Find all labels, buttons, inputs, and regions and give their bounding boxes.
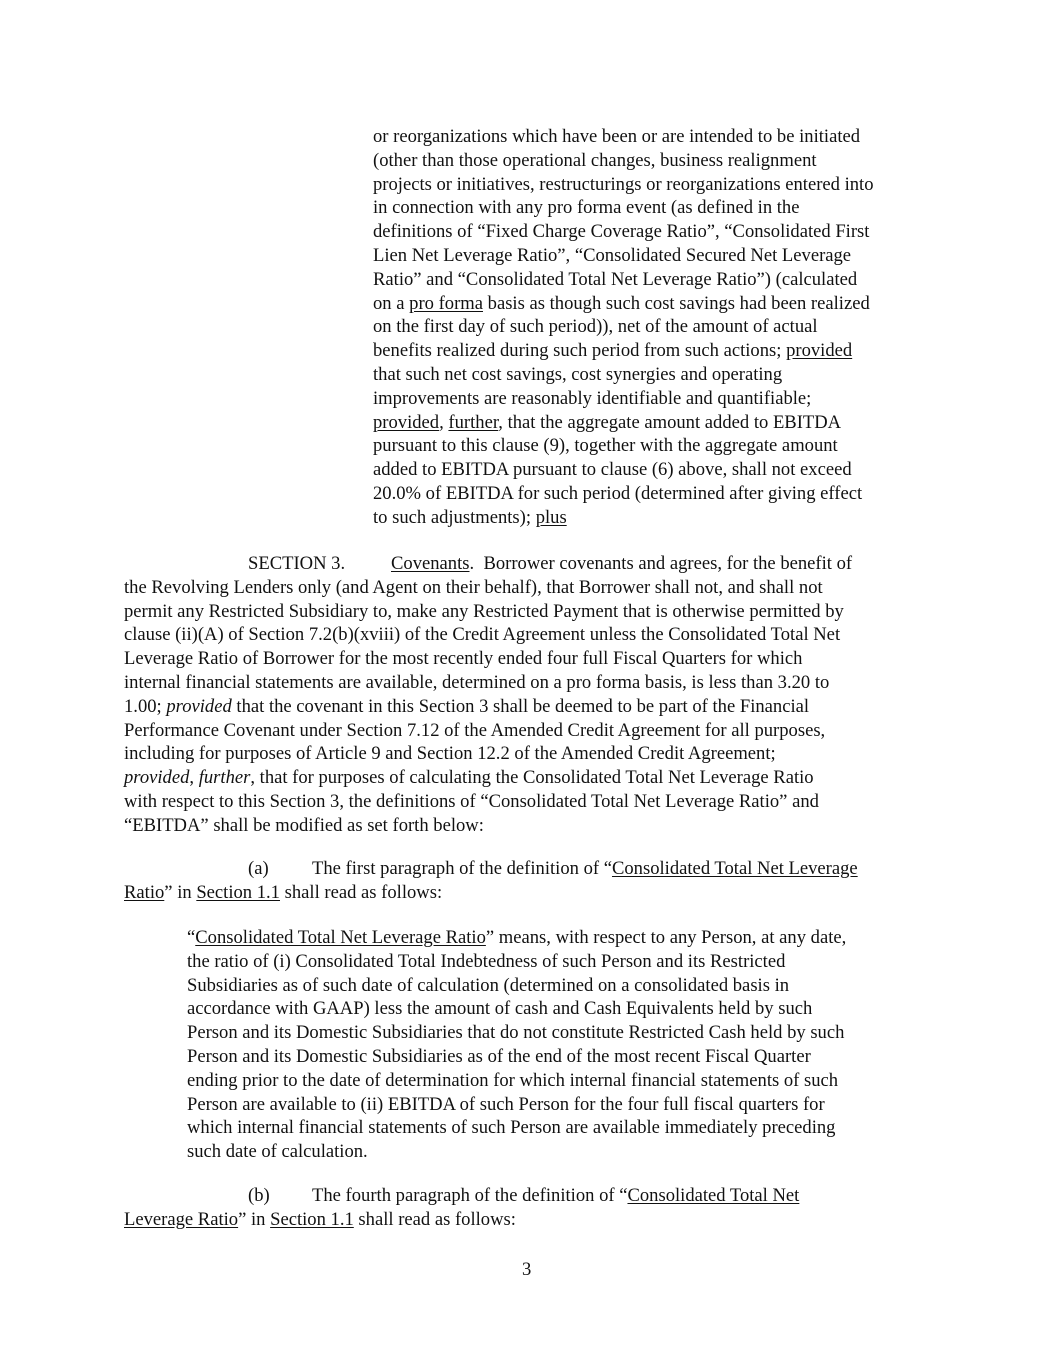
italic-term: ,	[439, 411, 444, 433]
clause-line: or reorganizations which have been or are intended to be initiated	[373, 126, 861, 147]
section-3-line: clause (ii)(A) of Section 7.2(b)(xviii) of the Credit Agreement unless the Consolidated Total Net	[124, 624, 841, 646]
italic-term: provided	[166, 695, 232, 717]
clause-line: added to EBITDA pursuant to clause (6) above, shall not exceed	[373, 459, 852, 481]
section-3-line: 1.00; provided that the covenant in this Section 3 shall be deemed to be part of the Financial	[124, 695, 810, 717]
section-3-line: with respect to this Section 3, the definitions of “Consolidated Total Net Leverage Ratio” and	[124, 791, 819, 812]
underlined-term: plus	[535, 506, 567, 528]
item-a-line: Ratio” in Section 1.1 shall read as follows:	[124, 881, 443, 903]
definition-line: “Consolidated Total Net Leverage Ratio” means, with respect to any Person, at any date,	[187, 927, 847, 948]
underlined-term: Consolidated Total Net Leverage	[611, 858, 858, 879]
clause-line: 20.0% of EBITDA for such period (determined after giving effect	[373, 483, 863, 504]
item-a-line: The first paragraph of the definition of “Consolidated Total Net Leverage	[312, 858, 858, 879]
underlined-term: provided	[373, 411, 440, 433]
section-3-number: SECTION 3.	[248, 553, 346, 574]
definition-line: ending prior to the date of determination for which internal financial statements of such	[187, 1069, 839, 1091]
section-3-line: Leverage Ratio of Borrower for the most recently ended four full Fiscal Quarters for which	[124, 648, 803, 670]
definition-line: Person are available to (ii) EBITDA of such Person for the four full fiscal quarters for	[187, 1093, 825, 1115]
clause-line: Ratio” and “Consolidated Total Net Leverage Ratio”) (calculated	[373, 268, 858, 290]
underlined-term: Consolidated Total Net	[627, 1185, 800, 1206]
item-b-line: Leverage Ratio” in Section 1.1 shall read as follows:	[124, 1208, 516, 1230]
item-a-label: (a)	[248, 858, 269, 879]
section-3-line: permit any Restricted Subsidiary to, make any Restricted Payment that is otherwise permitted by	[124, 600, 844, 622]
section-3-line: internal financial statements are available, determined on a pro forma basis, is less than 3.20 to	[124, 672, 830, 693]
section-3-line: provided, further, that for purposes of calculating the Consolidated Total Net Leverage Ratio	[124, 767, 814, 789]
definition-line: the ratio of (i) Consolidated Total Indebtedness of such Person and its Restricted	[187, 950, 786, 972]
definition-line: such date of calculation.	[187, 1141, 368, 1163]
underlined-term: further	[448, 411, 499, 433]
section-3-line: Performance Covenant under Section 7.12 of the Amended Credit Agreement for all purposes,	[124, 719, 826, 741]
definition-line: accordance with GAAP) less the amount of cash and Cash Equivalents held by such	[187, 998, 813, 1020]
clause-line: definitions of “Fixed Charge Coverage Ratio”, “Consolidated First	[373, 221, 870, 243]
definition-line: Person and its Domestic Subsidiaries that do not constitute Restricted Cash held by such	[187, 1022, 845, 1044]
definition-line: Subsidiaries as of such date of calculation (determined on a consolidated basis in	[187, 974, 790, 996]
definition-line: Person and its Domestic Subsidiaries as of the end of the most recent Fiscal Quarter	[187, 1046, 811, 1067]
clause-line: to such adjustments); plus	[373, 506, 567, 528]
underlined-term: Leverage Ratio	[124, 1208, 239, 1230]
clause-line: improvements are reasonably identifiable and quantifiable;	[373, 387, 812, 409]
underlined-term: Section 1.1	[196, 881, 280, 903]
definition-line: which internal financial statements of such Person are available immediately preceding	[187, 1117, 836, 1139]
item-b-label: (b)	[248, 1185, 270, 1206]
clause-line: Lien Net Leverage Ratio”, “Consolidated Secured Net Leverage	[373, 245, 852, 266]
underlined-term: Section 1.1	[270, 1208, 354, 1230]
clause-line: on the first day of such period)), net of the amount of actual	[373, 316, 818, 338]
item-b-line: The fourth paragraph of the definition of “Consolidated Total Net	[312, 1185, 800, 1206]
section-3-line: “EBITDA” shall be modified as set forth below:	[124, 814, 484, 836]
clause-line: (other than those operational changes, business realignment	[373, 149, 817, 171]
section-3-line: including for purposes of Article 9 and Section 12.2 of the Amended Credit Agreement;	[124, 743, 776, 765]
page-number: 3	[522, 1259, 532, 1280]
clause-line: projects or initiatives, restructurings or reorganizations entered into	[373, 173, 874, 195]
underlined-term: Ratio	[124, 881, 165, 903]
clause-line: pursuant to this clause (9), together with the aggregate amount	[373, 435, 838, 457]
clause-line: on a pro forma basis as though such cost savings had been realized	[373, 292, 870, 314]
section-3-heading-line: Covenants. Borrower covenants and agrees, for the benefit of	[391, 553, 853, 574]
clause-line: that such net cost savings, cost synergies and operating	[373, 364, 783, 385]
section-heading: Covenants	[391, 553, 470, 574]
underlined-term: Consolidated Total Net Leverage Ratio	[195, 927, 486, 948]
italic-term: provided	[124, 767, 190, 789]
underlined-term: provided	[786, 340, 853, 362]
underlined-term: pro forma	[409, 292, 483, 314]
clause-line: benefits realized during such period from such actions; provided	[373, 340, 853, 362]
section-3-line: the Revolving Lenders only (and Agent on their behalf), that Borrower shall not, and shall not	[124, 576, 823, 598]
clause-line: in connection with any pro forma event (as defined in the	[373, 197, 800, 219]
italic-term: further	[198, 767, 251, 789]
clause-line: provided, further, that the aggregate amount added to EBITDA	[373, 411, 842, 433]
